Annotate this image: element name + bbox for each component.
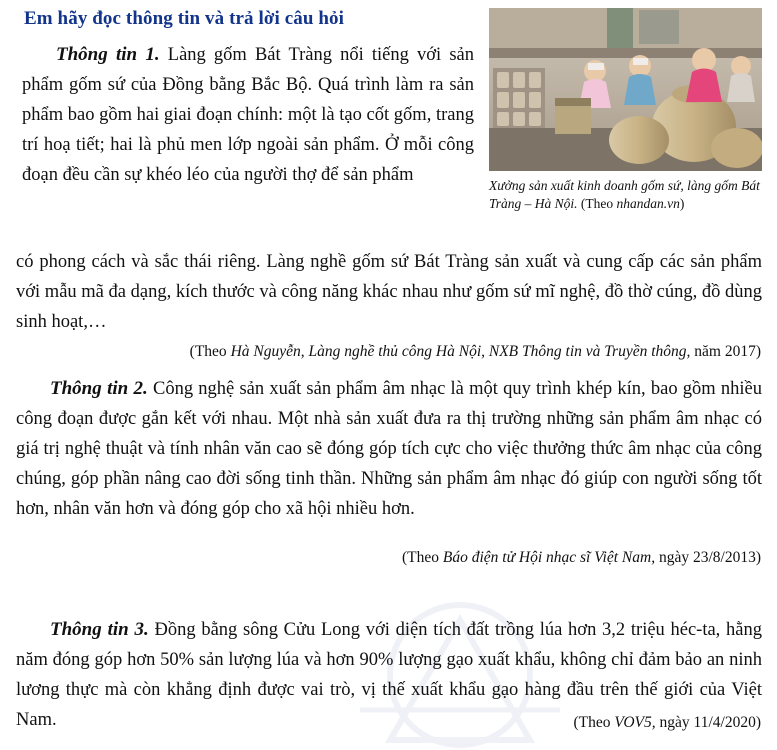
page-title: Em hãy đọc thông tin và trả lời câu hỏi <box>24 8 345 29</box>
passage-2-text: Công nghệ sản xuất sản phẩm âm nhạc là một quy trình khép kín, bao gồm nhiều công đoạn được gắn kết với nhau. Một nhà sản xuất đưa ra thị trường những sản phẩm âm nhạc có giá trị nghệ thuật và tính nhân văn cao sẽ đóng góp tích cực cho việc thưởng thức âm nhạc của công chúng, góp phần nâng cao đời sống tinh thần. Những sản phẩm âm nhạc đó giúp con người sống tốt hơn, nhân văn hơn và đóng góp cho xã hội nhiều hơn. <box>16 379 762 519</box>
passage-3-text: Đồng bằng sông Cửu Long với diện tích đất trồng lúa hơn 3,2 triệu héc-ta, hằng năm đóng góp hơn 50% sản lượng lúa và hơn 90% lượng gạo xuất khẩu, không chỉ đảm bảo an ninh lương thực mà còn khẳng định được vai trò, vị thế xuất khẩu gạo hàng đầu trên thế giới của Việt Nam. <box>16 620 762 730</box>
passage-2-label: Thông tin 2. <box>50 378 148 399</box>
passage-3-label: Thông tin 3. <box>50 619 149 640</box>
passage-1-credit: (Theo Hà Nguyễn, Làng nghề thủ công Hà Nội, NXB Thông tin và Truyền thông, năm 2017) <box>189 343 761 360</box>
passage-1-column-text: Làng gốm Bát Tràng nổi tiếng với sản phẩm gốm sứ của Đồng bằng Bắc Bộ. Quá trình làm ra sản phẩm bao gồm hai giai đoạn chính: một là tạo cốt gốm, trang trí hoạ tiết; hai là phủ men lớp ngoài sản phẩm. Ở mỗi công đoạn đều cần sự khéo léo của người thợ để sản phẩm <box>22 45 474 185</box>
passage-2 <box>16 374 762 525</box>
passage-2-credit: (Theo Báo điện tử Hội nhạc sĩ Việt Nam, ngày 23/8/2013) <box>401 549 761 566</box>
passage-3-credit: (Theo VOV5, ngày 11/4/2020) <box>573 714 761 731</box>
figure-caption-text: Xưởng sản xuất kinh doanh gốm sứ, làng gốm Bát Tràng – Hà Nội. <box>489 178 760 212</box>
passage-1-column <box>22 40 474 191</box>
passage-1-continuation: có phong cách và sắc thái riêng. Làng nghề gốm sứ Bát Tràng sản xuất và cung cấp các sản phẩm với mẫu mã đa dạng, kích thước và công năng khác nhau như gốm sứ mĩ nghệ, đồ thờ cúng, đồ dùng sinh hoạt,… <box>16 252 762 332</box>
figure <box>489 8 762 213</box>
passage-1-label: Thông tin 1. <box>56 44 160 65</box>
figure-caption-source: (Theo nhandan.vn) <box>580 196 685 212</box>
pottery-workshop-image <box>489 8 762 171</box>
figure-caption <box>489 177 762 213</box>
